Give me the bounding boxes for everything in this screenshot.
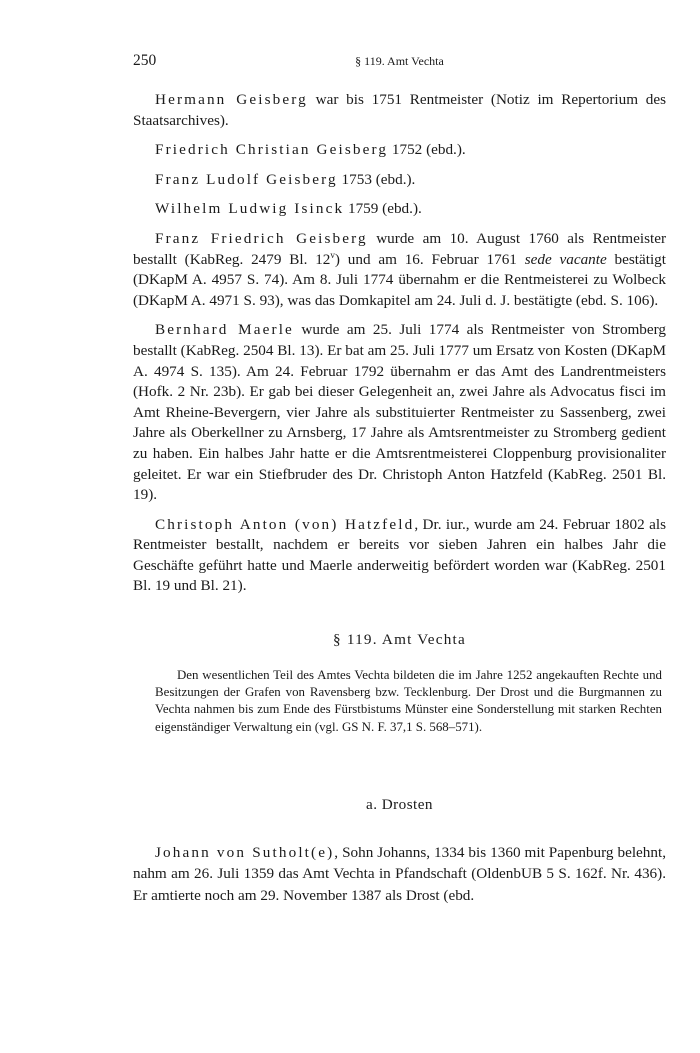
paragraph-johann-von-sutholt [133, 842, 666, 906]
section-heading: § 119. Amt Vechta [333, 631, 466, 649]
paragraph-friedrich-christian-geisberg [133, 140, 666, 161]
person-name: Franz Friedrich Geisberg [155, 229, 368, 247]
italic-term: sede vacante [524, 250, 607, 268]
person-name: Hermann Geisberg [155, 91, 308, 108]
paragraph-christoph-anton-hatzfeld [133, 515, 666, 597]
subsection-heading: a. Drosten [366, 795, 433, 813]
body-text [133, 90, 666, 597]
paragraph-text: , Dr. iur., wurde am 24. Februar 1802 als Rentmeister bestallt, nachdem er bereits vor sieben Jahren ein halbes Jahr die Geschäfte geführt hatte und Maerle anderweitig befördert worden war (KabReg. 2501 Bl. 19 und Bl. 21). [133, 515, 666, 595]
paragraph-franz-ludolf-geisberg [133, 170, 666, 191]
paragraph-bernhard-maerle [133, 320, 666, 505]
paragraph-wilhelm-ludwig-isinck [133, 199, 666, 220]
paragraph-text: 1759 (ebd.). [344, 200, 422, 218]
superscript: v [330, 249, 335, 260]
section-abstract [133, 667, 666, 736]
abstract-text: Den wesentlichen Teil des Amtes Vechta bildeten die im Jahre 1252 angekauften Rechte und Besitzungen der Grafen von Ravensberg bzw. Tecklenburg. Der Drost und die Burgmannen zu Vechta nahmen bis zum Ende des Fürstbistums Münster eine Sonderstellung mit starken Rechten eigenständiger Verwaltung ein (vgl. GS N. F. 37,1 S. 568–571). [155, 668, 662, 734]
person-name: Bernhard Maerle [155, 321, 294, 339]
running-title: § 119. Amt Vechta [355, 54, 444, 68]
running-head [133, 52, 666, 76]
paragraph-text: war bis 1751 Rentmeister (Notiz im Repertorium des Staatsarchives). [133, 91, 667, 129]
paragraph-text: 1752 (ebd.). [388, 141, 466, 159]
paragraph-text: ) und am 16. Februar 1761 [334, 250, 525, 268]
paragraph-text: bestätigt (DKapM A. 4957 S. 74). Am 8. Juli 1774 übernahm er die Rentmeisterei zu Wolbeck (DKapM A. 4971 S. 93), was das Domkapitel am 24. Juli d. J. bestätigte (ebd. S. 106). [133, 250, 666, 309]
paragraph-hermann-geisberg [133, 90, 666, 131]
person-name: Franz Ludolf Geisberg [155, 170, 338, 188]
page-number: 250 [133, 52, 157, 69]
paragraph-franz-friedrich-geisberg [133, 229, 666, 311]
paragraph-text: wurde am 10. August 1760 als Rentmeister bestallt (KabReg. 2479 Bl. 12 [133, 229, 667, 268]
person-name: Friedrich Christian Geisberg [155, 141, 389, 159]
paragraph-text: wurde am 25. Juli 1774 als Rentmeister von Stromberg bestallt (KabReg. 2504 Bl. 13). Er bat am 25. Juli 1777 um Ersatz von Kosten (DKapM A. 4974 S. 135). Am 24. Februar 1792 übernahm er das Amt des Landrentmeisters (Hofk. 2 Nr. 23b). Er gab bei dieser Gelegenheit an, zwei Jahre als Advocatus fisci im Amt Rheine-Bevergern, vier Jahre als substituierter Rentmeister zu Sassenberg, zwei Jahre als Oberkellner zu Arnsberg, 17 Jahre als Amtsrentmeister zu Stromberg gedient zu haben. Ein halbes Jahr hatte er die Amtsrentmeisterei Cloppenburg provisionaliter geleitet. Er war ein Stiefbruder des Dr. Christoph Anton Hatzfeld (KabReg. 2501 Bl. 19). [133, 321, 666, 504]
person-name: Johann von Sutholt(e) [155, 843, 335, 861]
person-name: Wilhelm Ludwig Isinck [155, 200, 345, 218]
page [133, 52, 666, 906]
paragraph-text: 1753 (ebd.). [337, 170, 416, 188]
person-name: Christoph Anton (von) Hatzfeld [155, 515, 415, 533]
paragraph-text: , Sohn Johanns, 1334 bis 1360 mit Papenburg belehnt, nahm am 26. Juli 1359 das Amt Vechta in Pfandschaft (OldenbUB 5 S. 162f. Nr. 436). Er amtierte noch am 29. November 1387 als Drost (ebd. [133, 843, 666, 904]
